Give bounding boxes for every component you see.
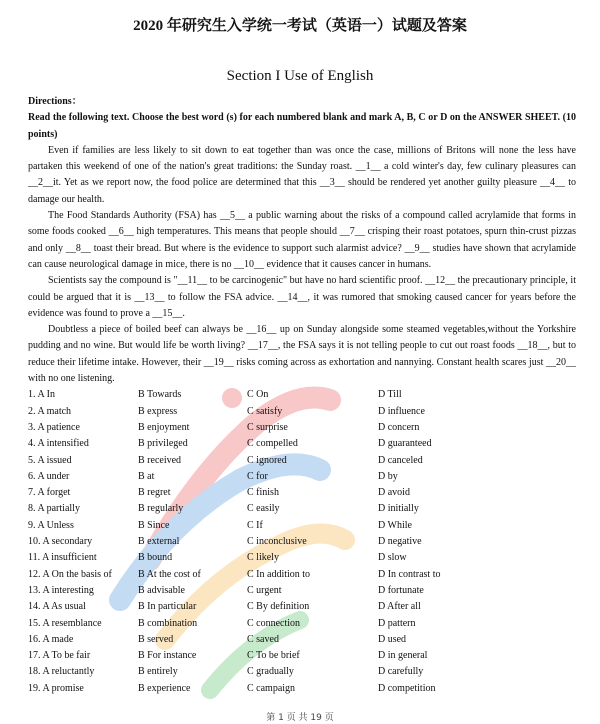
option-a: 14. A As usual: [28, 601, 86, 613]
option-d: D in general: [378, 650, 428, 662]
option-a: 12. A On the basis of: [28, 568, 112, 580]
option-b: B privileged: [138, 438, 188, 450]
option-b: B express: [138, 405, 178, 417]
option-b: B enjoyment: [138, 421, 190, 433]
option-c: C likely: [247, 552, 279, 564]
directions-label: Directions：: [28, 96, 82, 107]
option-a: 15. A resemblance: [28, 617, 102, 629]
option-c: C urgent: [247, 584, 282, 596]
option-b: B For instance: [138, 650, 197, 662]
option-a: 7. A forget: [28, 487, 71, 499]
option-c: C for: [247, 470, 268, 482]
option-d: D fortunate: [378, 584, 424, 596]
option-c: C ignored: [247, 454, 287, 466]
option-b: B combination: [138, 617, 198, 629]
passage-paragraph-1: Even if families are less likely to sit down to eat together than was once the case, millions of Britons will none the less have partaken this weekend of one of the nation's great traditions: the Sunday roast. __1__ a cold winter's day, few culinary pleasures can __2__it. Yet as we report now, the food police are determined that this __3__ should be rendered yet another guilty pleasure __4__ to damage our health.: [28, 144, 576, 205]
option-a: 5. A issued: [28, 454, 72, 466]
document-body: [28, 94, 576, 697]
option-d: D While: [378, 519, 412, 531]
option-b: B At the cost of: [138, 568, 201, 580]
option-a: 16. A made: [28, 633, 74, 645]
option-a: 17. A To be fair: [28, 650, 91, 662]
page-footer: 第 1 页 共 19 页: [266, 713, 334, 723]
option-b: B received: [138, 454, 182, 466]
option-c: C satisfy: [247, 405, 283, 417]
option-row: [28, 567, 576, 583]
option-b: B external: [138, 536, 180, 548]
option-b: B regularly: [138, 503, 184, 515]
option-d: D After all: [378, 601, 421, 613]
section-title: Section I Use of English: [226, 68, 374, 84]
option-a: 13. A interesting: [28, 584, 94, 596]
option-b: B at: [138, 470, 155, 482]
option-c: C easily: [247, 503, 280, 515]
option-d: D guaranteed: [378, 438, 432, 450]
option-c: C To be brief: [247, 650, 300, 662]
option-a: 6. A under: [28, 470, 70, 482]
option-d: D pattern: [378, 617, 416, 629]
option-row: [28, 550, 576, 566]
passage-paragraph-3: Scientists say the compound is "__11__ to be carcinogenic" but have no hard scientific proof. __12__ the precautionary principle, it could be argued that it is __13__ to follow the FSA advice. __14__, it was rumored that smoking caused cancer for years before the evidence was found to prove a __15__.: [28, 275, 576, 319]
option-c: C campaign: [247, 682, 296, 694]
option-a: 8. A partially: [28, 503, 80, 515]
option-c: C finish: [247, 487, 279, 499]
option-b: B experience: [138, 682, 191, 694]
option-b: B bound: [138, 552, 173, 564]
option-c: C In addition to: [247, 568, 311, 580]
option-a: 4. A intensified: [28, 438, 89, 450]
option-a: 2. A match: [28, 405, 72, 417]
option-row: [28, 534, 576, 550]
directions-instruction: Read the following text. Choose the best word (s) for each numbered blank and mark A, B, C or D on the ANSWER SHEET. (10 points): [28, 112, 576, 140]
option-a: 1. A In: [28, 389, 55, 401]
option-c: C If: [247, 519, 263, 531]
document-title: 2020 年研究生入学统一考试（英语一）试题及答案: [133, 18, 467, 34]
option-a: 9. A Unless: [28, 519, 74, 531]
option-row: [28, 404, 576, 420]
option-b: B Towards: [138, 389, 182, 401]
option-row: [28, 681, 576, 697]
option-row: [28, 453, 576, 469]
option-d: D negative: [378, 536, 422, 548]
option-b: B advisable: [138, 584, 185, 596]
option-row: [28, 599, 576, 615]
option-d: D by: [378, 470, 398, 482]
option-row: [28, 664, 576, 680]
option-a: 18. A reluctantly: [28, 666, 95, 678]
option-b: B served: [138, 633, 174, 645]
answer-options: [28, 387, 576, 697]
option-c: C compelled: [247, 438, 298, 450]
passage-paragraph-2: The Food Standards Authority (FSA) has __5__ a public warning about the risks of a compound called acrylamide that forms in some foods cooked __6__ high temperatures. This means that people should __7__ crisping their roast potatoes, spurn thin-crust pizzas and only __8__ toast their bread. But where is the evidence to support such alarmist advice? __9__ studies have shown that acrylamide can cause neurological damage in mice, there is no __10__ evidence that it causes cancer in humans.: [28, 210, 576, 270]
option-d: D carefully: [378, 666, 424, 678]
option-d: D used: [378, 633, 407, 645]
option-a: 11. A insufficient: [28, 552, 97, 564]
option-b: B Since: [138, 519, 170, 531]
option-c: C gradually: [247, 666, 294, 678]
option-a: 3. A patience: [28, 421, 80, 433]
option-row: [28, 583, 576, 599]
option-b: B regret: [138, 487, 171, 499]
option-c: C saved: [247, 633, 279, 645]
option-d: D competition: [378, 682, 436, 694]
option-row: [28, 436, 576, 452]
option-b: B entirely: [138, 666, 178, 678]
option-a: 10. A secondary: [28, 536, 93, 548]
option-row: [28, 420, 576, 436]
option-d: D slow: [378, 552, 407, 564]
option-d: D concern: [378, 421, 420, 433]
option-d: D Till: [378, 389, 402, 401]
option-c: C connection: [247, 617, 301, 629]
option-d: D initially: [378, 503, 419, 515]
option-a: 19. A promise: [28, 682, 84, 694]
option-c: C By definition: [247, 601, 310, 613]
option-d: D In contrast to: [378, 568, 441, 580]
option-c: C inconclusive: [247, 536, 307, 548]
option-d: D canceled: [378, 454, 423, 466]
option-c: C On: [247, 389, 269, 401]
option-row: [28, 616, 576, 632]
option-d: D influence: [378, 405, 425, 417]
option-row: [28, 518, 576, 534]
option-d: D avoid: [378, 487, 410, 499]
option-b: B In particular: [138, 601, 197, 613]
option-c: C surprise: [247, 421, 288, 433]
option-row: [28, 387, 576, 403]
passage-paragraph-4: Doubtless a piece of boiled beef can always be __16__ up on Sunday alongside some steamed vegetables,without the Yorkshire pudding and no wine. But would life be worth living? __17__, the FSA says it is not telling people to cut out roast foods __18__, but to reduce their lifetime intake. However, their __19__ risks coming across as exhortation and nannying. Constant health scares just __20__ with no one listening.: [28, 324, 576, 385]
option-row: [28, 485, 576, 501]
option-row: [28, 469, 576, 485]
option-row: [28, 501, 576, 517]
option-row: [28, 648, 576, 664]
option-row: [28, 632, 576, 648]
